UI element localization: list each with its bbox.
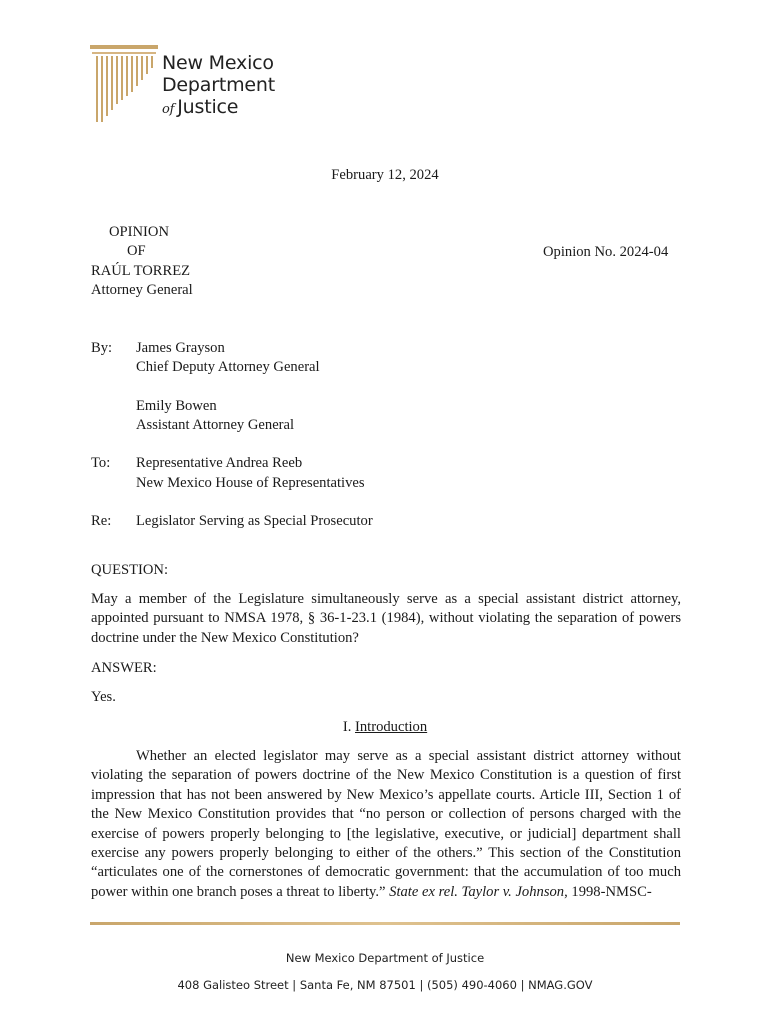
logo-line-1: New Mexico — [162, 52, 274, 74]
letter-date: February 12, 2024 — [331, 167, 439, 183]
answer-label: ANSWER: — [91, 660, 157, 676]
re-label: Re: — [91, 513, 112, 529]
logo-line-3 — [162, 96, 275, 121]
recipient-name: Representative Andrea Reeb — [136, 455, 303, 471]
section-heading — [0, 718, 770, 737]
columns-icon — [90, 44, 158, 126]
by-label: By: — [91, 340, 113, 356]
logo-justice: Justice — [177, 96, 239, 118]
author-2-name: Emily Bowen — [136, 398, 217, 414]
opinion-of: OF — [127, 243, 146, 260]
question-text: May a member of the Legislature simultaneously serve as a special assistant district attorney, appointed pursuant to NMSA 1978, § 36-1-23.1 (1984), without violating the separation of powers doctrine under the New Mexico Constitution? — [91, 591, 681, 646]
answer-text: Yes. — [91, 689, 116, 705]
logo-of: of — [162, 102, 175, 117]
footer-divider — [90, 922, 680, 925]
opinion-heading-block — [91, 223, 193, 301]
intro-text-tail: , 1998-NMSC- — [564, 883, 652, 900]
logo-line-2: Department — [162, 74, 275, 96]
section-title: Introduction — [355, 719, 428, 735]
opinion-label: OPINION — [109, 224, 169, 240]
section-number: I. — [342, 719, 352, 735]
attorney-general-name: RAÚL TORREZ — [91, 262, 191, 279]
case-citation: State ex rel. Taylor v. Johnson — [389, 883, 565, 900]
to-label: To: — [91, 455, 111, 471]
footer-address: 408 Galisteo Street | Santa Fe, NM 87501 | (505) 490-4060 | NMAG.GOV — [177, 978, 593, 992]
recipient-org: New Mexico House of Representatives — [136, 475, 365, 491]
author-2-title: Assistant Attorney General — [136, 417, 295, 433]
question-label: QUESTION: — [91, 562, 169, 578]
author-1-name: James Grayson — [136, 340, 225, 356]
department-logo — [90, 44, 300, 126]
introduction-paragraph — [91, 747, 681, 902]
logo-wordmark — [162, 52, 275, 121]
opinion-number: Opinion No. 2024-04 — [543, 244, 669, 260]
attorney-general-title: Attorney General — [91, 282, 193, 299]
author-1-title: Chief Deputy Attorney General — [136, 359, 320, 375]
subject-line: Legislator Serving as Special Prosecutor — [136, 513, 373, 529]
footer-org: New Mexico Department of Justice — [285, 951, 485, 965]
intro-text: Whether an elected legislator may serve as a special assistant district attorney without violating the separation of powers doctrine of the New Mexico Constitution is a question of first impression that has not been answered by New Mexico’s appellate courts. Article III, Section 1 of the New Mexico Constitution provides that “no person or collection of persons charged with the exercise of powers properly belonging to [the legislative, executive, or judicial] department shall exercise any powers properly belonging to either of the others.” This section of the Constitution “articulates one of the cornerstones of democratic government: that the accumulation of too much power within one branch poses a threat to liberty.” — [91, 748, 681, 900]
